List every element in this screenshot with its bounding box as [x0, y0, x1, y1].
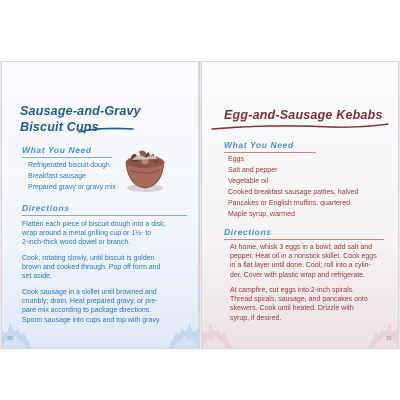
left-heading-rule: [22, 157, 112, 158]
direction-line: pare mix according to package directions.: [22, 307, 152, 315]
right-ingredient: Maple syrup, warmed: [228, 211, 295, 218]
left-page: [1, 61, 199, 349]
right-directions-rule: [224, 239, 384, 240]
left-ingredient: Refrigerated biscuit dough: [28, 162, 110, 169]
direction-line: brown and cooked through. Pop off form and: [22, 264, 161, 272]
direction-line: 2-inch-thick wood dowel or branch.: [22, 239, 131, 247]
left-what-you-need-heading: What You Need: [22, 145, 92, 155]
right-ingredient: Cooked breakfast sausage patties, halved: [228, 189, 359, 196]
right-ingredient: Pancakes or English muffins, quartered: [228, 200, 351, 207]
right-page-title: Egg-and-Sausage Kebabs: [224, 108, 383, 122]
flame-decoration: [138, 308, 198, 348]
right-ingredient: Eggs: [228, 156, 244, 163]
left-title-line-1: Sausage-and-Gravy: [20, 104, 141, 118]
left-ingredient: Prepared gravy or gravy mix: [28, 184, 116, 191]
direction-line: At home, whisk 3 eggs in a bowl; add salt and: [230, 244, 373, 251]
biscuit-cup-illustration: [120, 142, 170, 194]
right-directions-heading: Directions: [224, 227, 272, 237]
flame-decoration: [202, 308, 262, 348]
direction-line: der. Cover with plastic wrap and refrigerate.: [230, 271, 366, 279]
direction-line: Cook, rotating slowly, until biscuit is golden: [22, 255, 155, 262]
direction-line: skewers. Cook until heated. Drizzle with: [230, 305, 354, 313]
title-underline-swoosh: [78, 126, 134, 134]
direction-line: set aside.: [22, 273, 52, 281]
title-underline-swoosh: [210, 122, 390, 132]
direction-line: Thread spirals, sausage, and pancakes onto: [230, 296, 368, 304]
direction-line: pepper. Heat oil in a nonstick skillet. Cook eggs: [230, 253, 377, 261]
right-direction-paragraph: [230, 243, 377, 280]
flame-decoration: [338, 308, 398, 348]
flame-decoration: [2, 308, 62, 348]
right-ingredient: Salt and pepper: [228, 167, 278, 174]
direction-line: Flatten each piece of biscuit dough into a disk;: [22, 221, 166, 228]
direction-line: syrup, if desired.: [230, 314, 282, 322]
direction-line: At campfire, cut eggs into 2-inch spirals.: [230, 287, 355, 294]
direction-line: in a flat layer until done. Cool; roll into a cylin-: [230, 262, 371, 270]
right-heading-rule: [224, 152, 316, 153]
right-what-you-need-heading: What You Need: [224, 140, 294, 150]
direction-line: Spoon sausage into cups and top with gravy.: [22, 316, 161, 324]
right-page: [201, 61, 399, 349]
left-directions-rule: [22, 215, 187, 216]
left-direction-paragraph: [22, 220, 166, 248]
left-page-number: 30: [7, 336, 14, 342]
left-directions-heading: Directions: [22, 203, 70, 213]
left-direction-paragraph: [22, 254, 160, 282]
direction-line: crumbly; drain. Heat prepared gravy, or pre-: [22, 298, 158, 306]
right-ingredient: Vegetable oil: [228, 178, 269, 185]
direction-line: Cook sausage in a skillet until browned and: [22, 289, 157, 296]
direction-line: wrap around a metal grilling cup or 1½- to: [22, 230, 152, 238]
left-title-line-2: Biscuit Cups: [20, 120, 99, 134]
right-page-number: 31: [385, 336, 392, 342]
left-ingredient: Breakfast sausage: [28, 173, 86, 180]
